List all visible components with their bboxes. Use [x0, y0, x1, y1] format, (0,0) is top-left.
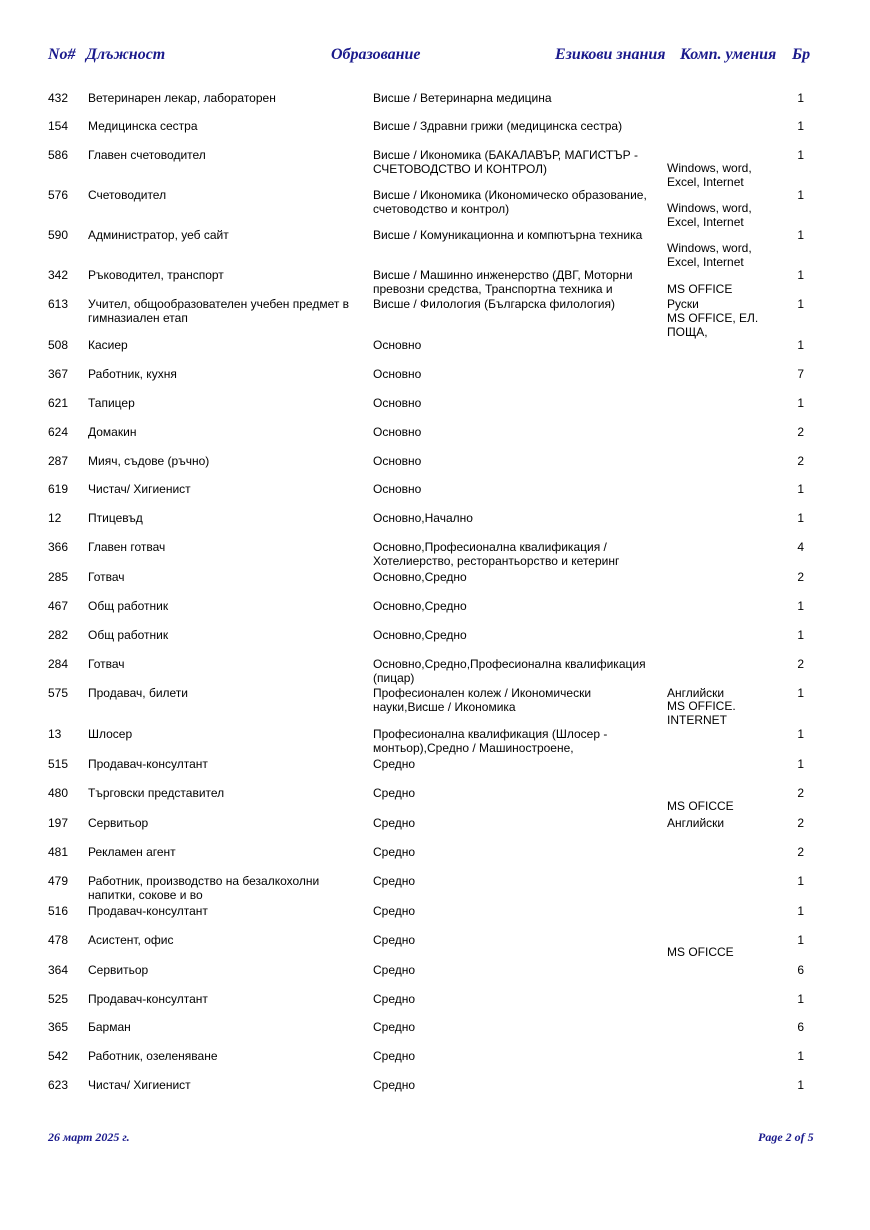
row-education: Висше / Машинно инженерство (ДВГ, Моторни превозни средства, Транспортна техника и [373, 268, 633, 296]
row-number: 342 [48, 268, 69, 282]
header-position: Длъжност [86, 46, 166, 63]
row-education: Средно [373, 1049, 416, 1063]
row-count: 1 [797, 757, 804, 771]
row-education: Висше / Комуникационна и компютърна техника [373, 228, 643, 242]
row-number: 575 [48, 686, 69, 700]
row-count: 2 [797, 657, 804, 671]
table-row [0, 483, 870, 513]
row-number: 284 [48, 657, 69, 671]
skills-value: MS OFICCE [667, 945, 734, 959]
row-count: 1 [797, 992, 804, 1006]
table-row [0, 512, 870, 542]
row-count: 1 [797, 599, 804, 613]
header-no: No# [48, 46, 76, 63]
row-position: Готвач [88, 657, 125, 671]
row-number: 364 [48, 963, 69, 977]
skills-value: MS OFFICE [667, 282, 733, 296]
table-row [0, 600, 870, 630]
table-row [0, 120, 870, 150]
row-count: 1 [797, 188, 804, 202]
row-count: 1 [797, 904, 804, 918]
row-count: 2 [797, 454, 804, 468]
row-number: 525 [48, 992, 69, 1006]
row-education: Средно [373, 904, 416, 918]
row-position: Домакин [88, 425, 137, 439]
row-education: Основно,Начално [373, 511, 473, 525]
row-position: Чистач/ Хигиенист [88, 1078, 191, 1092]
row-position: Птицевъд [88, 511, 143, 525]
row-position: Асистент, офис [88, 933, 174, 947]
row-education: Висше / Филология (Българска филология) [373, 297, 615, 311]
table-row [0, 455, 870, 485]
row-number: 432 [48, 91, 69, 105]
table-row [0, 993, 870, 1023]
row-language: Английски [667, 816, 725, 830]
row-number: 586 [48, 148, 69, 162]
row-education: Основно [373, 367, 422, 381]
row-number: 479 [48, 874, 69, 888]
row-position: Счетоводител [88, 188, 167, 202]
row-number: 619 [48, 482, 69, 496]
row-position: Работник, производство на безалкохолни напитки, сокове и во [88, 874, 320, 902]
row-number: 197 [48, 816, 69, 830]
row-count: 1 [797, 1049, 804, 1063]
row-education: Средно [373, 757, 416, 771]
table-row [0, 426, 870, 456]
row-position: Мияч, съдове (ръчно) [88, 454, 210, 468]
row-count: 1 [797, 228, 804, 242]
row-education: Основно,Средно [373, 570, 467, 584]
row-count: 2 [797, 845, 804, 859]
row-count: 1 [797, 874, 804, 888]
table-row [0, 905, 870, 935]
row-count: 1 [797, 396, 804, 410]
row-count: 2 [797, 816, 804, 830]
row-number: 621 [48, 396, 69, 410]
header-education: Образование [331, 46, 421, 63]
row-position: Работник, озеленяване [88, 1049, 218, 1063]
row-number: 480 [48, 786, 69, 800]
skills-value: MS OFICCE [667, 799, 734, 813]
footer-date: 26 март 2025 г. [48, 1130, 130, 1144]
table-row [0, 571, 870, 601]
row-count: 1 [797, 1078, 804, 1092]
table-row [0, 1050, 870, 1080]
row-position: Ръководител, транспорт [88, 268, 224, 282]
row-position: Чистач/ Хигиенист [88, 482, 191, 496]
row-education: Основно,Професионална квалификация / Хотелиерство, ресторантьорство и кетеринг [373, 540, 620, 568]
table-row [0, 92, 870, 122]
row-education: Висше / Икономика (Икономическо образование, счетоводство и контрол) [373, 188, 647, 216]
row-position: Ветеринарен лекар, лабораторен [88, 91, 276, 105]
row-count: 1 [797, 482, 804, 496]
row-count: 1 [797, 148, 804, 162]
row-number: 282 [48, 628, 69, 642]
row-position: Общ работник [88, 599, 169, 613]
table-row [0, 875, 870, 905]
table-row [0, 368, 870, 398]
row-position: Търговски представител [88, 786, 225, 800]
row-count: 7 [797, 367, 804, 381]
row-number: 12 [48, 511, 62, 525]
row-number: 481 [48, 845, 69, 859]
table-row [0, 1021, 870, 1051]
row-number: 590 [48, 228, 69, 242]
row-position: Барман [88, 1020, 131, 1034]
row-number: 542 [48, 1049, 69, 1063]
row-number: 467 [48, 599, 69, 613]
row-education: Средно [373, 992, 416, 1006]
row-education: Основно [373, 454, 422, 468]
table-row [0, 629, 870, 659]
row-position: Готвач [88, 570, 125, 584]
row-position: Сервитьор [88, 963, 149, 977]
row-position: Администратор, уеб сайт [88, 228, 229, 242]
row-education: Основно [373, 482, 422, 496]
row-number: 366 [48, 540, 69, 554]
row-count: 1 [797, 686, 804, 700]
row-education: Средно [373, 933, 416, 947]
skills-value: Windows, word, Excel, Internet [667, 201, 752, 229]
row-position: Продавач-консултант [88, 992, 208, 1006]
row-number: 508 [48, 338, 69, 352]
footer-page-number: Page 2 of 5 [758, 1130, 814, 1144]
table-row [0, 728, 870, 758]
skills-value: MS OFFICE, ЕЛ. ПОЩА, [667, 311, 759, 339]
skills-value: Windows, word, Excel, Internet [667, 241, 752, 269]
row-education: Основно [373, 396, 422, 410]
row-position: Главен готвач [88, 540, 166, 554]
row-education: Основно,Средно,Професионална квалификация (пицар) [373, 657, 646, 685]
row-count: 1 [797, 933, 804, 947]
row-education: Основно [373, 425, 422, 439]
table-row [0, 758, 870, 788]
row-education: Средно [373, 963, 416, 977]
row-number: 515 [48, 757, 69, 771]
row-count: 1 [797, 119, 804, 133]
row-position: Шлосер [88, 727, 133, 741]
row-education: Средно [373, 816, 416, 830]
header-count: Бр [792, 46, 811, 63]
row-education: Основно,Средно [373, 628, 467, 642]
row-count: 1 [797, 91, 804, 105]
table-row [0, 541, 870, 571]
table-row [0, 397, 870, 427]
row-position: Сервитьор [88, 816, 149, 830]
row-position: Тапицер [88, 396, 135, 410]
row-count: 6 [797, 963, 804, 977]
row-count: 2 [797, 570, 804, 584]
row-number: 624 [48, 425, 69, 439]
row-number: 613 [48, 297, 69, 311]
row-count: 1 [797, 628, 804, 642]
row-language: Английски [667, 686, 725, 700]
row-education: Професионална квалификация (Шлосер - монтьор),Средно / Машиностроене, [373, 727, 608, 755]
skills-value: MS OFFICE. INTERNET [667, 699, 736, 727]
row-education: Основно [373, 338, 422, 352]
skills-value: Windows, word, Excel, Internet [667, 161, 752, 189]
row-education: Средно [373, 845, 416, 859]
row-position: Рекламен агент [88, 845, 176, 859]
row-education: Висше / Здравни грижи (медицинска сестра) [373, 119, 623, 133]
row-education: Висше / Ветеринарна медицина [373, 91, 552, 105]
row-position: Общ работник [88, 628, 169, 642]
row-count: 2 [797, 786, 804, 800]
table-row [0, 658, 870, 688]
table-row [0, 339, 870, 369]
row-count: 1 [797, 338, 804, 352]
row-position: Касиер [88, 338, 128, 352]
row-education: Средно [373, 1078, 416, 1092]
row-number: 623 [48, 1078, 69, 1092]
row-position: Медицинска сестра [88, 119, 198, 133]
row-position: Учител, общообразователен учебен предмет в гимназиален етап [88, 297, 350, 325]
row-number: 287 [48, 454, 69, 468]
row-education: Професионален колеж / Икономически науки,Висше / Икономика [373, 686, 592, 714]
table-row [0, 846, 870, 876]
row-count: 1 [797, 297, 804, 311]
row-position: Продавач-консултант [88, 757, 208, 771]
row-education: Средно [373, 874, 416, 888]
row-count: 6 [797, 1020, 804, 1034]
row-language: Руски [667, 297, 699, 311]
row-count: 1 [797, 268, 804, 282]
row-number: 285 [48, 570, 69, 584]
row-number: 13 [48, 727, 62, 741]
row-number: 516 [48, 904, 69, 918]
row-count: 2 [797, 425, 804, 439]
header-languages: Езикови знания [555, 46, 666, 63]
row-count: 1 [797, 727, 804, 741]
row-count: 1 [797, 511, 804, 525]
row-position: Работник, кухня [88, 367, 177, 381]
row-number: 478 [48, 933, 69, 947]
row-education: Основно,Средно [373, 599, 467, 613]
row-position: Продавач-консултант [88, 904, 208, 918]
table-row [0, 1079, 870, 1109]
row-count: 4 [797, 540, 804, 554]
row-number: 365 [48, 1020, 69, 1034]
row-education: Средно [373, 1020, 416, 1034]
header-skills: Комп. умения [680, 46, 777, 63]
row-position: Главен счетоводител [88, 148, 206, 162]
row-number: 367 [48, 367, 69, 381]
row-education: Висше / Икономика (БАКАЛАВЪР, МАГИСТЪР - СЧЕТОВОДСТВО И КОНТРОЛ) [373, 148, 639, 176]
row-position: Продавач, билети [88, 686, 189, 700]
row-number: 576 [48, 188, 69, 202]
row-education: Средно [373, 786, 416, 800]
row-number: 154 [48, 119, 69, 133]
